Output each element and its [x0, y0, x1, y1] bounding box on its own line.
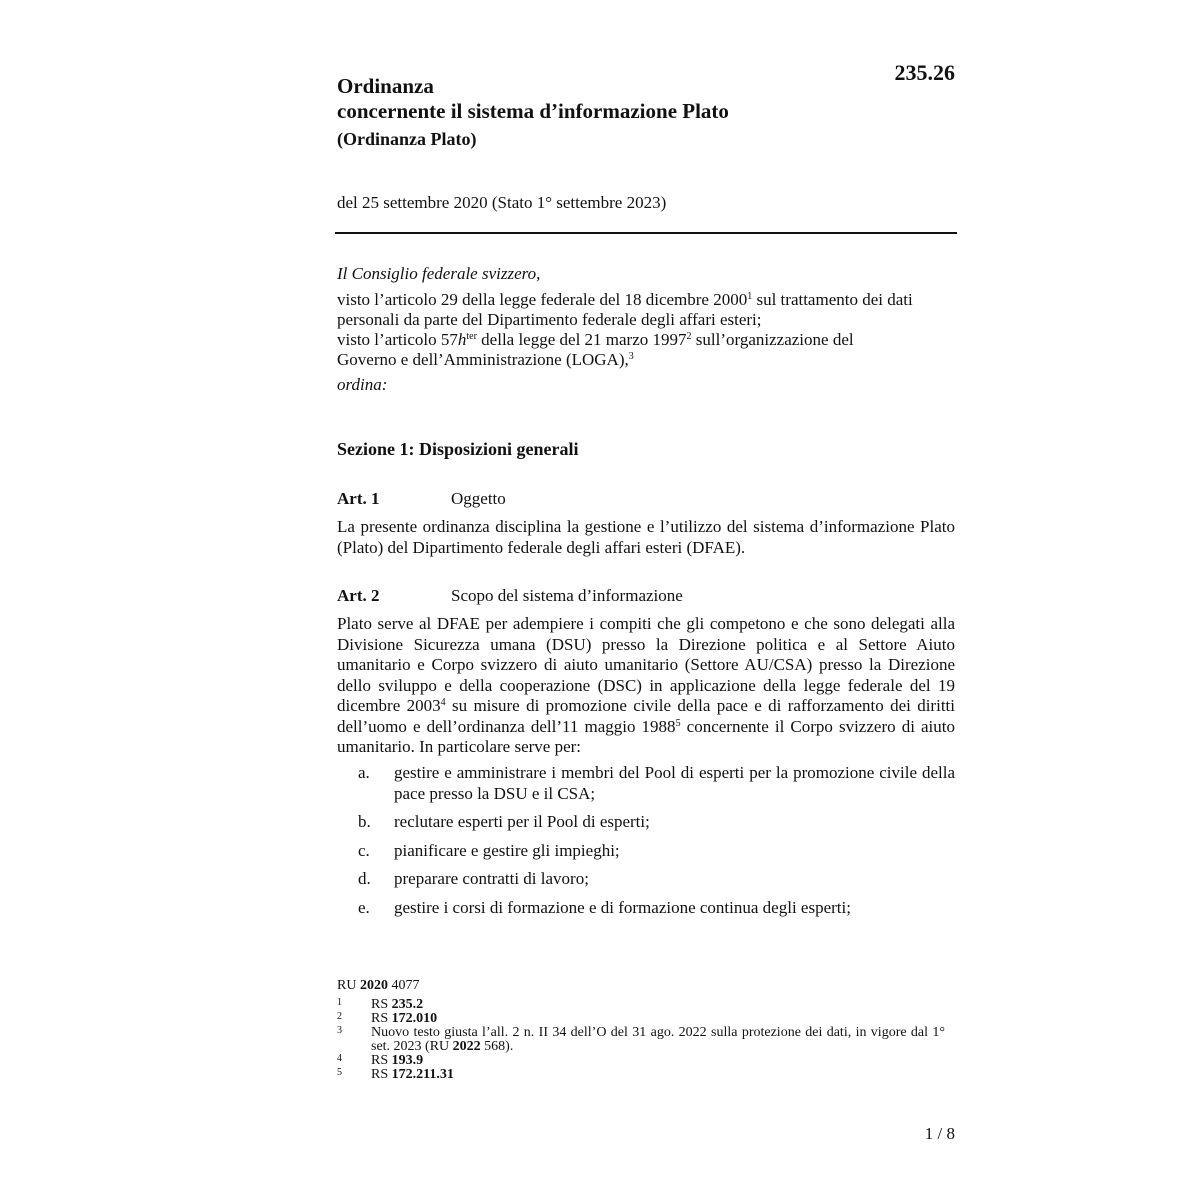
footnote-1: 1 RS 235.2: [337, 997, 424, 1012]
list-item: b. reclutare esperti per il Pool di esperti;: [358, 812, 650, 831]
list-item: d. preparare contratti di lavoro;: [358, 869, 589, 888]
footnote-ref-2[interactable]: 2: [686, 331, 692, 342]
list-item: c. pianificare e gestire gli impieghi;: [358, 840, 620, 860]
article-1-text: La presente ordinanza disciplina la gestione e l’utilizzo del sistema d’informazione Plato (Plato) del Dipartimento federale degli affari esteri (DFAE).: [337, 517, 955, 557]
header-divider: [335, 232, 957, 234]
article-2-heading: [337, 586, 683, 606]
footnote-ref-1[interactable]: 1: [747, 291, 753, 302]
preamble-line-2: personali da parte del Dipartimento federale degli affari esteri;: [337, 310, 762, 329]
preamble: [337, 264, 955, 395]
document-title: [337, 74, 729, 124]
footnote-ref-4[interactable]: 4: [440, 697, 446, 708]
footnote-ref-3[interactable]: 3: [628, 351, 634, 362]
footnotes: [337, 979, 955, 1082]
footnote-2: 2 RS 172.010: [337, 1011, 438, 1026]
footnote-4: 4 RS 193.9: [337, 1053, 424, 1068]
article-2-number: Art. 2: [337, 586, 380, 605]
preamble-ordina: ordina:: [337, 375, 388, 394]
list-item: e. gestire i corsi di formazione e di formazione continua degli esperti;: [358, 897, 851, 917]
page-number: 1 / 8: [924, 1124, 955, 1143]
footnote-source: RU 2020 4077: [337, 978, 420, 993]
preamble-line-4: Governo e dell’Amministrazione (LOGA),$^3$: [337, 350, 634, 369]
footnote-ref-5[interactable]: 5: [675, 717, 681, 729]
document-subtitle: (Ordinanza Plato): [337, 129, 477, 149]
document-number: 235.26: [894, 60, 955, 85]
article-1-heading: [337, 489, 506, 509]
title-line-2: concernente il sistema d’informazione Plato: [337, 99, 729, 123]
list-item: a. gestire e amministrare i membri del Pool di esperti per la promozione civile della pace presso la DSU e il CSA;: [358, 763, 955, 803]
article-1-number: Art. 1: [337, 489, 380, 508]
footnote-3: 3 Nuovo testo giusta l’all. 2 n. II 34 dell’O del 31 ago. 2022 sulla protezione dei dati, in vigore dal 1° set. 2023 (RU 2022 568).: [337, 1025, 945, 1054]
section-1-heading: Sezione 1: Disposizioni generali: [337, 439, 579, 459]
preamble-line-3: visto l’articolo $57h^{ter}$ della legge del 21 marzo 1997$^2$ sull’organizzazione del: [337, 330, 854, 349]
article-1-title: Oggetto: [451, 489, 506, 508]
article-2-text: Plato serve al DFAE per adempiere i compiti che gli competono e che sono delegati alla Divisione Sicurezza umana (DSU) presso la Direzione politica e al Settore Aiuto umanitario e Corpo svizzero di aiuto umanitario (Settore AU/CSA) presso la Direzione dello sviluppo e della cooperazione (DSC) in applicazione della legge federale del 19 dicembre 2003$^4$ su misure di promozione civile della pace e di rafforzamento dei diritti dell’uomo e dell’ordinanza dell’11 maggio 1988$^5$ concernente il Corpo svizzero di aiuto umanitario. In particolare serve per:: [337, 614, 955, 756]
document-page: [337, 0, 955, 1200]
title-line-1: Ordinanza: [337, 74, 434, 98]
preamble-line-1: visto l’articolo 29 della legge federale del 18 dicembre 2000$^1$ sul trattamento dei dati: [337, 290, 913, 309]
footnote-5: 5 RS 172.211.31: [337, 1067, 454, 1082]
article-2-list: [337, 763, 955, 926]
preamble-authority: Il Consiglio federale svizzero,: [337, 264, 541, 283]
document-date: del 25 settembre 2020 (Stato 1° settembre 2023): [337, 193, 667, 212]
article-2-title: Scopo del sistema d’informazione: [451, 586, 683, 605]
